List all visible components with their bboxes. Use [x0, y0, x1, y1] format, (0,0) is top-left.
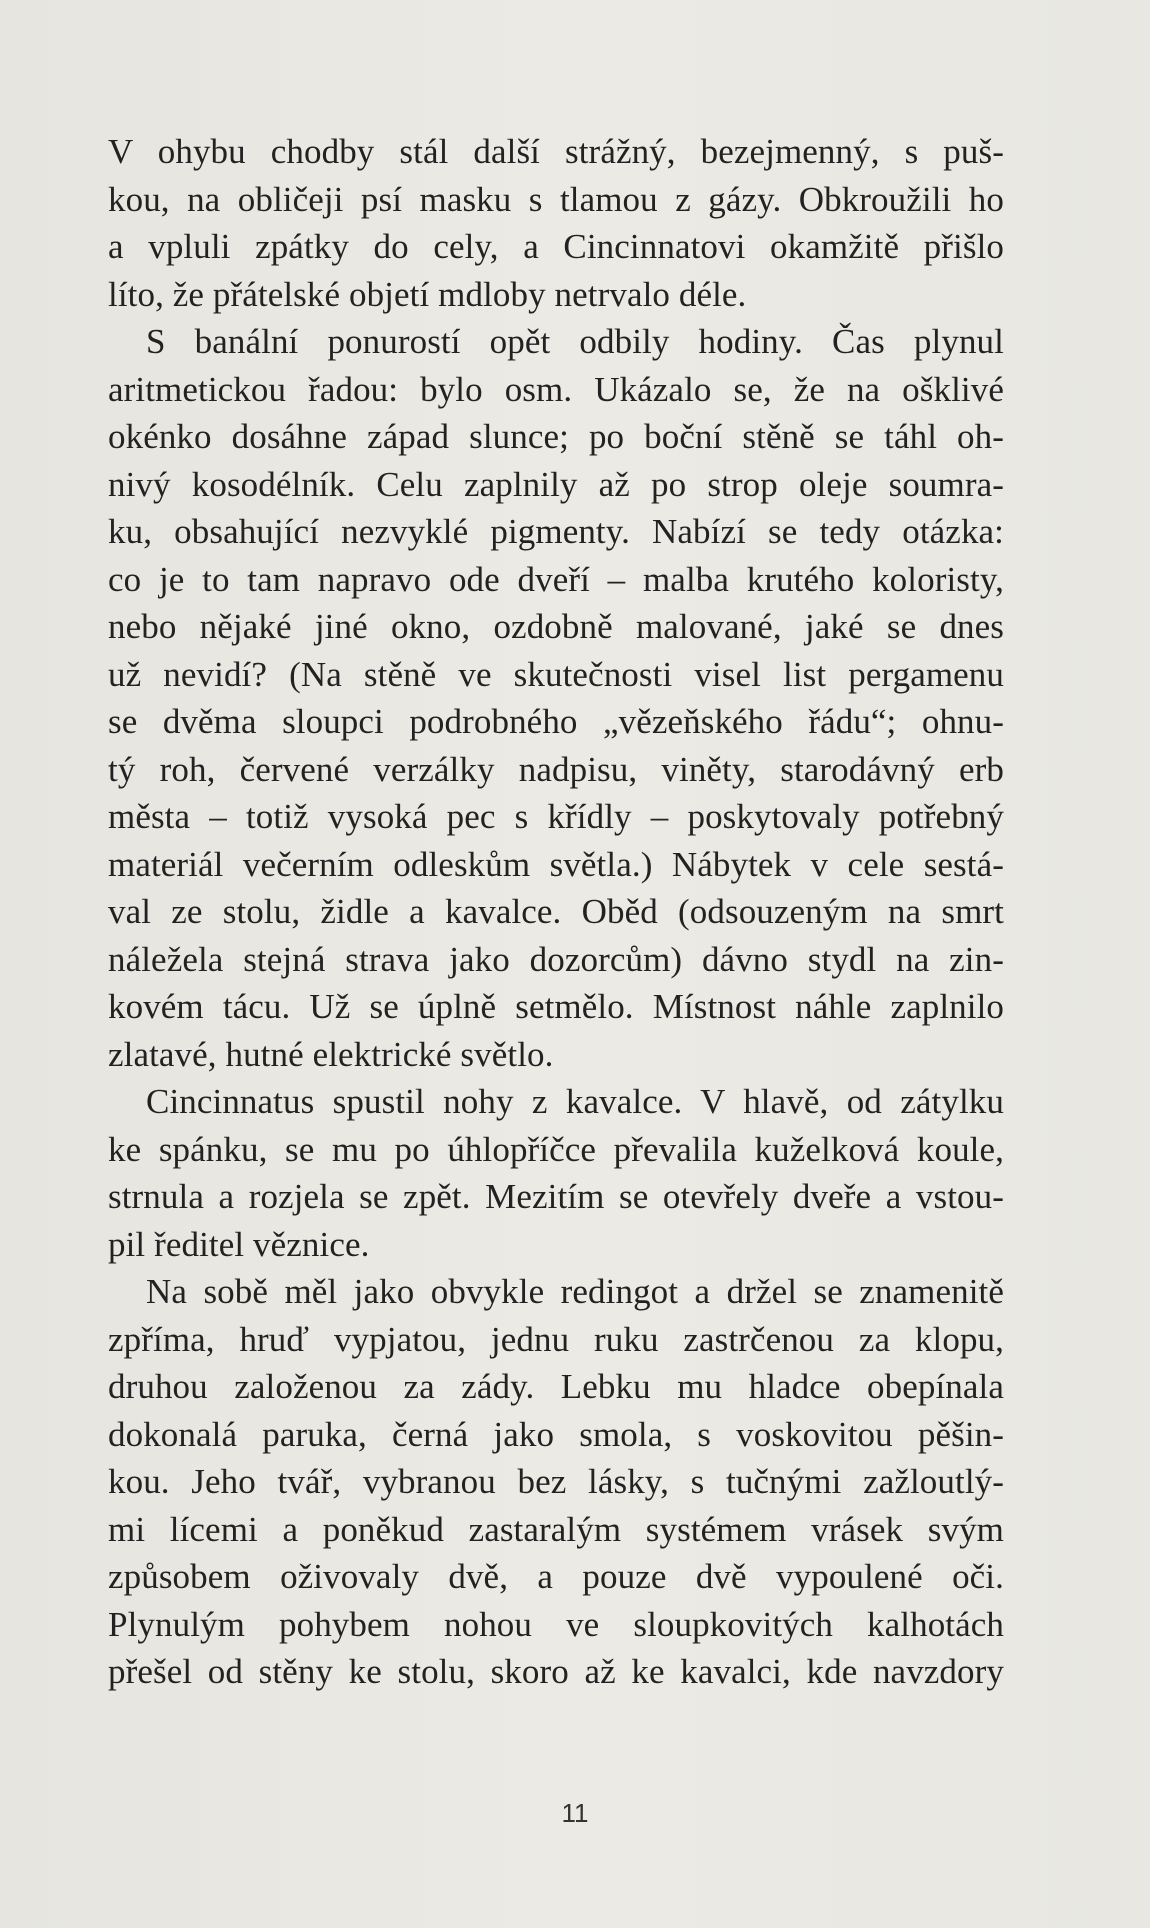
text-line: se dvěma sloupci podrobného „vězeňského řádu“; ohnu-	[108, 702, 1004, 741]
text-line: pil ředitel věznice.	[108, 1224, 370, 1264]
text-line: nivý kosodélník. Celu zaplnily až po strop oleje soumra-	[108, 464, 1004, 504]
body-text	[108, 128, 1004, 1696]
page-number: 11	[561, 1798, 589, 1828]
text-line: druhou založenou za zády. Lebku mu hladce obepínala	[108, 1367, 1004, 1406]
text-line: líto, že přátelské objetí mdloby netrvalo déle.	[108, 274, 747, 314]
text-line: Na sobě měl jako obvykle redingot a držel se znamenitě	[146, 1272, 1004, 1311]
text-line: tý roh, červené verzálky nadpisu, viněty, starodávný erb	[108, 749, 1004, 789]
text-line: kovém tácu. Už se úplně setmělo. Místnost náhle zaplnilo	[108, 987, 1004, 1026]
text-line: kou. Jeho tvář, vybranou bez lásky, s tučnými zažloutlý-	[108, 1462, 1004, 1501]
text-line: kou, na obličeji psí masku s tlamou z gázy. Obkroužili ho	[108, 179, 1004, 219]
text-line: mi lícemi a poněkud zastaralým systémem vrásek svým	[108, 1509, 1004, 1549]
text-line: Plynulým pohybem nohou ve sloupkovitých kalhotách	[108, 1604, 1004, 1644]
text-line: nebo nějaké jiné okno, ozdobně malované, jaké se dnes	[108, 607, 1004, 646]
text-line: města – totiž vysoká pec s křídly – poskytovaly potřebný	[108, 797, 1004, 836]
text-line: S banální ponurostí opět odbily hodiny. Čas plynul	[146, 322, 1004, 361]
text-line: zpříma, hruď vypjatou, jednu ruku zastrčenou za klopu,	[108, 1319, 1004, 1359]
text-line: ku, obsahující nezvyklé pigmenty. Nabízí se tedy otázka:	[108, 512, 1004, 551]
text-line: už nevidí? (Na stěně ve skutečnosti visel list pergamenu	[108, 654, 1004, 694]
text-line: aritmetickou řadou: bylo osm. Ukázalo se, že na ošklivé	[108, 369, 1004, 409]
text-line: val ze stolu, židle a kavalce. Oběd (odsouzeným na smrt	[108, 892, 1004, 931]
text-line: zlatavé, hutné elektrické světlo.	[108, 1034, 554, 1074]
text-line: přešel od stěny ke stolu, skoro až ke kavalci, kde navzdory	[108, 1652, 1004, 1691]
text-line: V ohybu chodby stál další strážný, bezejmenný, s puš-	[108, 132, 1004, 171]
text-line: okénko dosáhne západ slunce; po boční stěně se táhl oh-	[108, 417, 1004, 456]
text-line: strnula a rozjela se zpět. Mezitím se otevřely dveře a vstou-	[108, 1177, 1004, 1216]
text-line: Cincinnatus spustil nohy z kavalce. V hlavě, od zátylku	[146, 1082, 1004, 1121]
text-line: materiál večerním odleskům světla.) Nábytek v cele sestá-	[108, 844, 1004, 884]
text-line: dokonalá paruka, černá jako smola, s voskovitou pěšin-	[108, 1414, 1004, 1454]
text-line: co je to tam napravo ode dveří – malba krutého koloristy,	[108, 559, 1004, 599]
text-line: způsobem oživovaly dvě, a pouze dvě vypoulené oči.	[108, 1557, 1004, 1596]
text-line: ke spánku, se mu po úhlopříčce převalila kuželková koule,	[108, 1129, 1004, 1169]
text-line: náležela stejná strava jako dozorcům) dávno stydl na zin-	[108, 939, 1004, 979]
text-line: a vpluli zpátky do cely, a Cincinnatovi okamžitě přišlo	[108, 227, 1004, 266]
